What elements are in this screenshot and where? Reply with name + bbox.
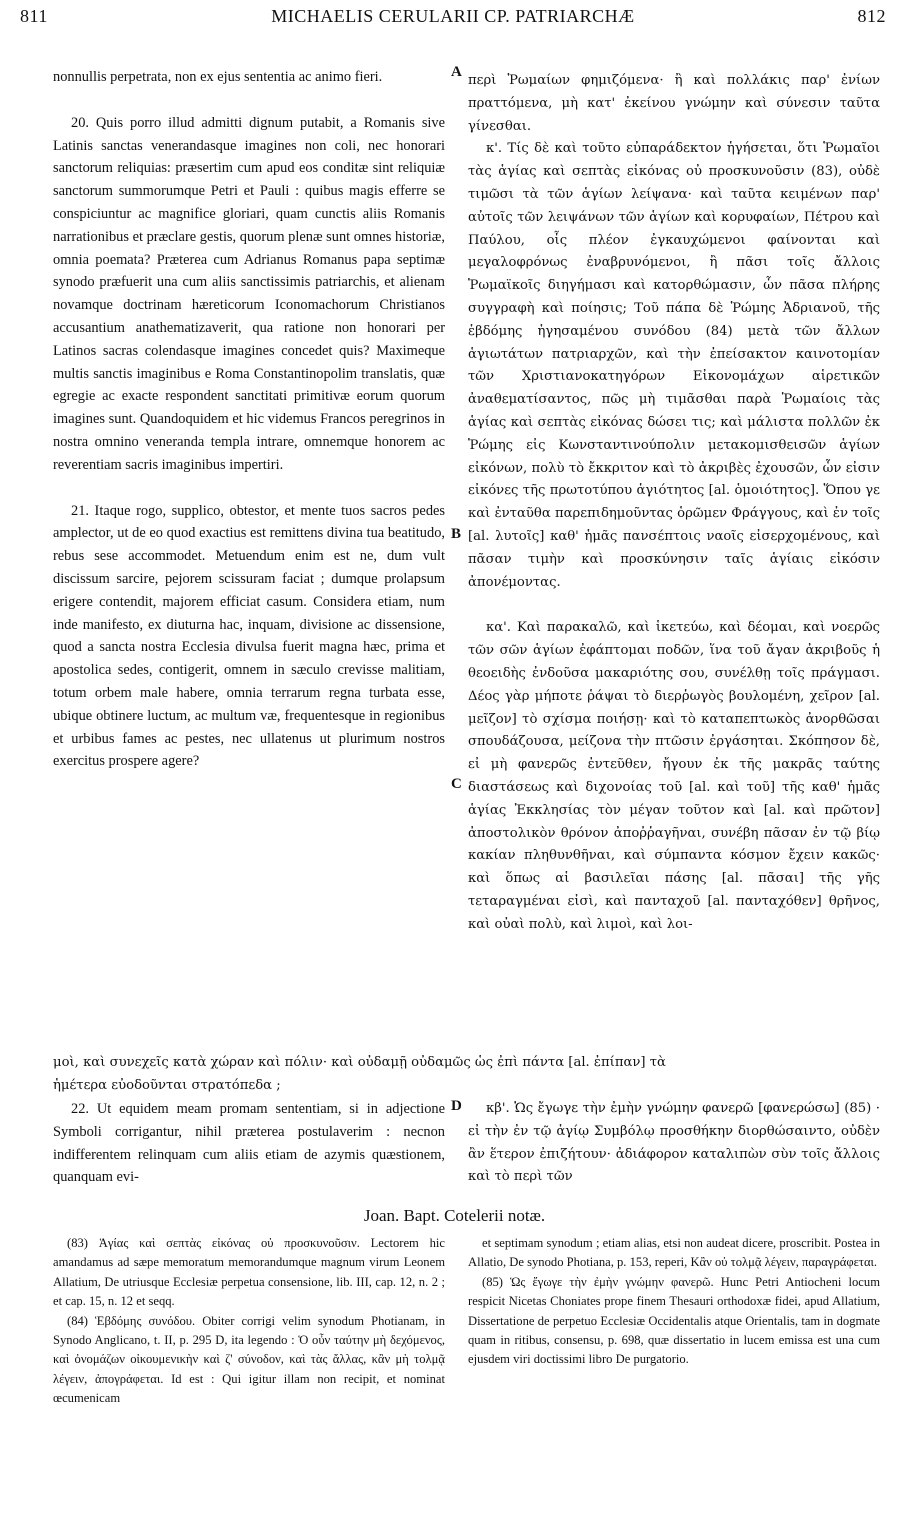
latin-paragraph-22 (53, 1098, 445, 1189)
greek-paragraph-21: κα'. Καὶ παρακαλῶ, καὶ ἱκετεύω, καὶ δέομαι, καὶ νοερῶς τῶν σῶν ἁγίων ἐφάπτομαι ποδῶν, ἵνα τοῦ ἄγαν ἀκριβοῦς ἡ θεοειδὴς ἐνδοῦσα μακαριότης σου, συνέλθῃ τοῖς πράγμασι. Δέος γὰρ μήποτε ῥάψαι τὸ διερῥωγὸς βουλομένη, χεῖρον [al. μεῖζον] τὸ σχίσμα ποιήσῃ· καὶ τὸ καταπεπτωκὸς ἀνορθῶσαι σπουδάζουσα, μείζονα τὴν πτῶσιν ἐργάσηται. Σκόπησον δὲ, εἰ μὴ φανερῶς ἐντεῦθεν, ἤγουν ἐκ τῆς μακρᾶς ταύτης διαστάσεως καὶ διχονοίας τοῦ [al. καὶ τοῦ] τῆς καθ' ἡμᾶς ἁγίας Ἐκκλησίας τὸν μέγαν τοῦτον καὶ [al. καὶ πρῶτον] ἀποστολικὸν θρόνον ἀποῤῥαγῆναι, συνέβη πᾶσαν ἐν τῷ βίῳ κακίαν πληθυνθῆναι, καὶ σύμπαντα κόσμον ἔχειν κακῶς· καὶ ὅπως αἱ βασιλεῖαι πάσης [al. πᾶσαι] τῆς γῆς τεταραγμέναι εἰσὶ, καὶ πανταχοῦ [al. πανταχόθεν] θρῆνος, καὶ οὐαὶ πολὺ, καὶ λιμοὶ, καὶ λοι- (468, 620, 880, 932)
notes-heading: Joan. Bapt. Cotelerii notæ. (363, 1206, 546, 1225)
section-marker-c: C (451, 776, 462, 792)
greek-paragraph: περὶ Ῥωμαίων φημιζόμενα· ἢ καὶ πολλάκις παρ' ἐνίων πραττόμενα, μὴ κατ' ἐκείνου γνώμην καὶ σύνεσιν ταῦτα γίνεσθαι. (468, 73, 880, 134)
section-marker-d: D (451, 1098, 462, 1114)
latin-column (53, 66, 445, 773)
page-number-right: 812 (857, 6, 886, 26)
latin-paragraph-22-text: 22. Ut equidem meam promam sententiam, si in adjectione Symboli corrigantur, nihil præterea postulaverim : necnon indifferentem relinquam cum aliis etiam de azymis quæstionem, quanquam evi- (53, 1101, 445, 1186)
greek-paragraph-22-text: κβ'. Ὡς ἔγωγε τὴν ἐμὴν γνώμην φανερῶ [φανερώσω] (85) · εἰ τὴν ἐν τῷ ἁγίῳ Συμβόλῳ προσθήκην διορθώσαιντο, οὐδὲν ἂν ἕτερον ἐπιζήτουν· ἀδιάφορον καταλιπὼν σὺν τοῖς ἄλλοις καὶ τὸ περὶ τῶν (468, 1101, 880, 1185)
notes-right-column (468, 1234, 880, 1370)
note-85: (85) Ὡς ἔγωγε τὴν ἐμὴν γνώμην φανερῶ. Hunc Petri Antiocheni locum respicit Nicetas Choniates prope finem Thesauri orthodoxæ fidei, apud Allatium, Dissertatione de perpetuo Ecclesiæ Occidentalis atque Orientalis, tam in dogmate quam in ritibus, consensu, p. 698, quæ dissertatio in lucem emissa est una cum ejusdem viri doctissimi libro De purgatorio. (468, 1274, 880, 1367)
note-84-continued: et septimam synodum ; etiam alias, etsi non audeat dicere, proscribit. Postea in Allatio, De synodo Photiana, p. 153, reperi, Κἂν οὐ τολμᾷ λέγειν, παραγράφεται. (468, 1236, 880, 1270)
latin-paragraph-20: 20. Quis porro illud admitti dignum putabit, a Romanis sive Latinis sanctas venerandasque imagines non coli, nec honorari sanctorum reliquias: præsertim cum apud eos conditæ sint reliquiæ sanctorum summorumque Petri et Pauli : quibus magis efferre se conspiciuntur ac magnifice gloriari, quam cunctis aliis Romanis narrationibus et præclare gestis, quorum plenæ sunt omnes historiæ, omnia poemata? Præterea cum Adrianus Romanus papa septimæ synodo præfuerit una cum aliis sanctissimis patriarchis, et alienam novamque doctrinam hæreticorum Iconomachorum Christianos accusantium anathematizaverit, qua ratione non honorari per Latinos sacras colendasque imagines concedet quis? Maximeque multis sanctis imaginibus e Roma Constantinopolim translatis, quæ egregie ac exacte respondent sanctitati primitivæ eorum quorum imagines sunt. Quandoquidem et hic videmus Francos peregrinos in nostra omnino veneranda templa intrare, omnemque honorem ac reverentiam sacris imaginibus impertiri. (53, 114, 445, 473)
spanning-greek-line: μοὶ, καὶ συνεχεῖς κατὰ χώραν καὶ πόλιν· καὶ οὐδαμῇ οὐδαμῶς ὡς ἐπὶ πάντα [al. ἐπίπαν] τὰ (53, 1055, 666, 1070)
running-title: MICHAELIS CERULARII CP. PATRIARCHÆ (271, 6, 635, 26)
note-83: (83) Ἁγίας καὶ σεπτὰς εἰκόνας οὐ προσκυνοῦσιν. Lectorem hic amandamus ad sæpe memoratum memorandumque magnum virum Leonem Allatium, De utriusque Ecclesiæ perpetua consensione, lib. III, cap. 12, n. 2 ; et cap. 15, n. 12 et seqq. (53, 1236, 445, 1309)
spanning-greek-line-end: ἡμέτερα εὐοδοῦνται στρατόπεδα ; (53, 1078, 281, 1093)
running-header (20, 6, 886, 32)
greek-paragraph-22 (468, 1098, 880, 1189)
notes-left-column (53, 1234, 445, 1409)
greek-paragraph-20: κ'. Τίς δὲ καὶ τοῦτο εὐπαράδεκτον ἡγήσεται, ὅτι Ῥωμαῖοι τὰς ἁγίας καὶ σεπτὰς εἰκόνας οὐ προσκυνοῦσιν (83), οὐδὲ τιμῶσι τὰ τῶν ἁγίων λείψανα· καὶ ταῦτα κειμένων παρ' αὐτοῖς τῶν λειψάνων τῶν ἁγίων καὶ κορυφαίων, Πέτρου καὶ Παύλου, οἷς πλέον ἐγκαυχώμενοι φαίνονται καὶ μεγαλοφρόνως ἐναβρυνόμενοι, ἢ πᾶσι τοῖς ἄλλοις Ῥωμαϊκοῖς διηγήμασι καὶ κατορθώμασιν, ὧν πᾶσα πλήρης συγγραφὴ καὶ ποίησις; Τοῦ πάπα δὲ Ῥώμης Ἀδριανοῦ, τῆς ἑβδόμης ἡγησαμένου συνόδου (84) μετὰ τῶν ἄλλων ἁγιωτάτων πατριαρχῶν, καὶ τὴν ἐπείσακτον καινοτομίαν τῶν Χριστιανοκατηγόρων Εἰκονομάχων αἱρετικῶν ἀναθεματίσαντος, πῶς μὴ τιμᾶσθαι παρὰ Ῥωμαίοις τὰς ἁγίας καὶ σεπτὰς εἰκόνας δώσει τις; καὶ μάλιστα πολλῶν ἐκ Ῥώμης εἰς Κωνσταντινούπολιν μετακομισθεισῶν ἁγίων εἰκόνων, πολὺ τὸ ἔκκριτον καὶ τὸ ἀκριβὲς ἐχουσῶν, ὧν εἰσιν εἰκόνες τῆς πρωτοτύπου ἁγιότητος [al. ὁμοιότητος]. Ὅπου γε καὶ ἐνταῦθα παρεπιδημοῦντας ὁρῶμεν Φράγγους, καὶ ἐν τοῖς [al. λυτοῖς] καθ' ἡμᾶς πανσέπτοις ναοῖς εἰσερχομένους, καὶ πᾶσαν τιμὴν καὶ προσκύνησιν ταῖς ἁγίαις εἰκόσιν ἀπονέμοντας. (468, 141, 880, 590)
latin-paragraph: nonnullis perpetrata, non ex ejus sententia ac animo fieri. (53, 69, 383, 85)
latin-paragraph-21: 21. Itaque rogo, supplico, obtestor, et mente tuos sacros pedes amplector, ut de eo quod exactius est remittens divina tua beatitudo, rebus sese accommodet. Metuendum enim est ne, dum vult discissum sarcire, pejorem scissuram faciat ; dumque prolapsum erigere contendit, majorem efficiat casum. Considera etiam, num inde manifesto, ex diuturna hac, inquam, divisione ac dissensione, quod a sancta nostra Ecclesia divulsa fuerit magna hæc, prima et apostolica sedes, contigerit, omnem in sæculo crevisse malitiam, totum orbem male habere, omnia terrarum regna turbata esse, ubique obtinere luctum, ac multum væ, frequentesque in regionibus et urbibus fames ac pestes, nec ullatenus ut plurimum nostros exercitus prospere agere? (53, 502, 445, 770)
section-marker-b: B (451, 526, 462, 542)
greek-column (468, 70, 880, 936)
note-84: (84) Ἑβδόμης συνόδου. Obiter corrigi velim synodum Photianam, in Synodo Anglicano, t. II, p. 295 D, ita legendo : Ὁ οὖν ταύτην μὴ δεχόμενος, καὶ ὀνομάζων οἰκουμενικὴν καὶ ζ' σύνοδον, καὶ τὰς ἄλλας, κἂν μὴ τολμᾷ λέγειν, ἀπογράφεται. Id est : Qui igitur illam non recipit, et nominat œcumenicam (53, 1313, 445, 1406)
page-number-left: 811 (20, 6, 48, 26)
section-marker-a: A (451, 64, 462, 80)
